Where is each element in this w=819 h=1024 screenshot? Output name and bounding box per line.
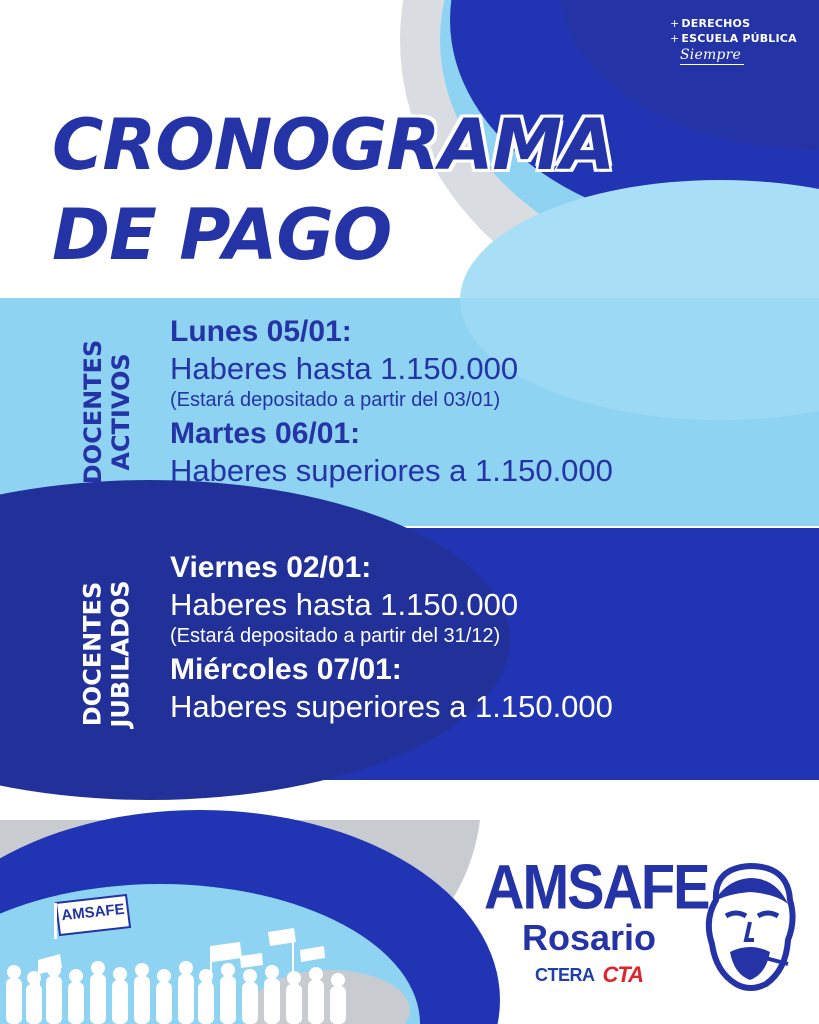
plus-symbol: + xyxy=(670,32,680,45)
section-label-line-1: DOCENTES xyxy=(79,339,107,485)
tagline-escuela-publica: ESCUELA PÚBLICA xyxy=(681,32,797,45)
schedule-entry xyxy=(170,550,613,648)
banner-text: AMSAFE xyxy=(60,900,126,925)
schedule-jubilados xyxy=(0,528,819,780)
schedule-entries-jubilados xyxy=(170,550,613,726)
entry-note: (Estará depositado a partir del 31/12) xyxy=(170,625,501,647)
schedule-entry xyxy=(170,652,613,726)
entry-day: Lunes 05/01: xyxy=(170,315,352,348)
title-line-1: CRONOGRAMA xyxy=(52,104,615,186)
tagline-row-derechos xyxy=(670,16,797,31)
section-label-line-1: DOCENTES xyxy=(79,581,107,727)
section-label-line-2: JUBILADOS xyxy=(107,580,135,728)
schedule-entries-activos xyxy=(170,314,613,490)
page-title xyxy=(52,100,614,280)
entry-day: Martes 06/01: xyxy=(170,417,361,450)
tagline-signature: Siempre xyxy=(680,48,744,65)
ctera-logo: CTERA xyxy=(534,964,595,985)
section-label-jubilados xyxy=(72,528,142,780)
amsafe-logo xyxy=(484,851,709,988)
schedule-entry xyxy=(170,416,613,490)
title-line-2: DE PAGO xyxy=(52,194,392,276)
cta-logo: CTA xyxy=(602,962,644,987)
logo-city: Rosario xyxy=(521,917,657,958)
tagline-row-escuela xyxy=(670,31,797,46)
portrait-illustration-icon xyxy=(696,860,804,992)
tagline-derechos: DERECHOS xyxy=(681,17,751,30)
entry-day: Viernes 02/01: xyxy=(170,551,372,584)
entry-amount: Haberes hasta 1.150.000 xyxy=(170,351,519,386)
logo-name: AMSAFE xyxy=(484,851,709,922)
entry-amount: Haberes hasta 1.150.000 xyxy=(170,587,519,622)
section-label-activos xyxy=(72,298,142,526)
plus-symbol: + xyxy=(670,17,680,30)
tagline xyxy=(670,16,797,65)
entry-day: Miércoles 07/01: xyxy=(170,653,402,686)
affiliate-logos xyxy=(484,962,694,988)
section-label-line-2: ACTIVOS xyxy=(107,353,135,471)
entry-note: (Estará depositado a partir del 03/01) xyxy=(170,389,501,411)
entry-amount: Haberes superiores a 1.150.000 xyxy=(170,453,613,488)
schedule-entry xyxy=(170,314,613,412)
entry-amount: Haberes superiores a 1.150.000 xyxy=(170,689,613,724)
schedule-activos xyxy=(0,298,819,526)
